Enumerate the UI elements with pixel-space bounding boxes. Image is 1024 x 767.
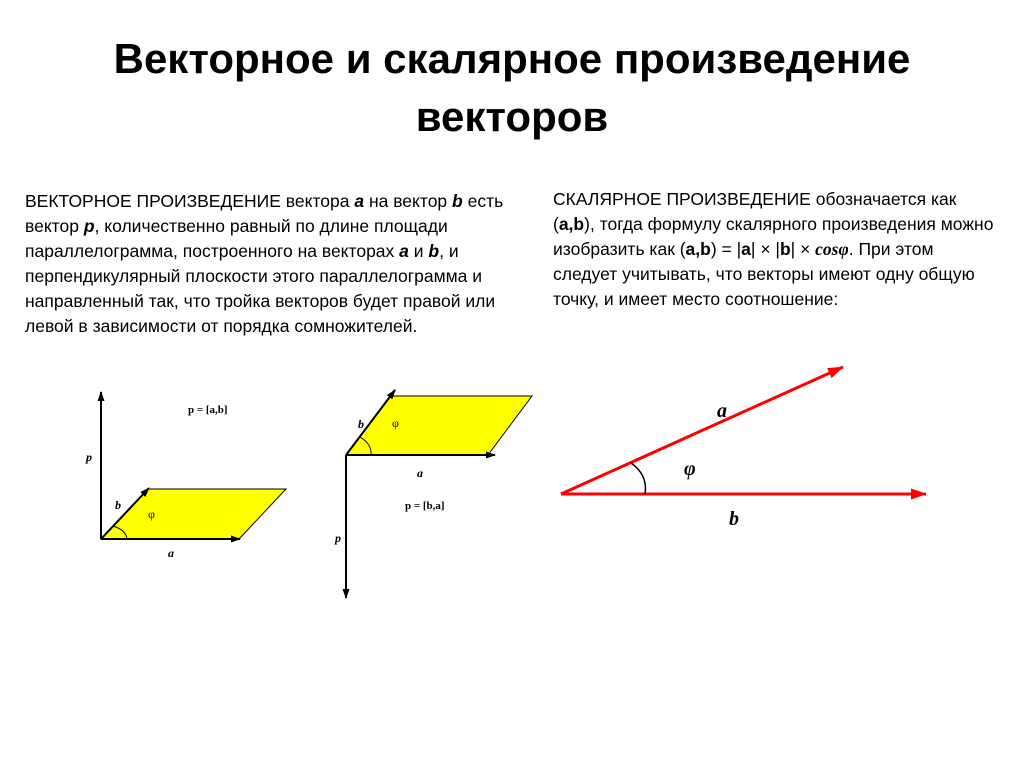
dot-product-diagram [561,367,926,530]
dot-product-definition: СКАЛЯРНОЕ ПРОИЗВЕДЕНИЕ обозначается как (a,b), тогда формулу скалярного произведения можно изобразить как (a,b) = |a| × |b| × cosφ. При этом следует учитывать, что векторы имеют одну общую точку, и имеет место соотношение: [553,189,994,309]
parallelogram-ba [346,396,532,455]
label-a: a [417,466,423,480]
formula-p-ab: p = [a,b] [188,404,228,416]
cross-product-diagram-ba [334,390,532,598]
vector-a-red [561,367,843,494]
dot-product-term: СКАЛЯРНОЕ ПРОИЗВЕДЕНИЕ [553,189,811,209]
label-p: p [86,450,92,464]
angle-arc [631,463,645,494]
label-b: b [115,498,121,512]
label-phi: φ [392,416,399,430]
cross-product-diagram-ab [85,392,286,560]
cross-product-definition: ВЕКТОРНОЕ ПРОИЗВЕДЕНИЕ вектора a на вектор b есть вектор p, количественно равный по длине площади параллелограмма, построенного на векторах a и b, и перпендикулярный плоскости этого параллелограмма и направленный так, что тройка векторов будет правой или левой в зависимости от порядка сомножителей. [25,191,504,336]
parallelogram-ab [101,489,286,539]
title-line-1: Векторное и скалярное произведение [113,35,911,82]
title-line-2: векторов [415,93,609,140]
label-phi: φ [148,507,155,521]
cross-product-term: ВЕКТОРНОЕ ПРОИЗВЕДЕНИЕ [25,191,281,211]
formula-p-ba: p = [b,a] [405,500,445,512]
label-phi: φ [684,458,696,480]
label-p: p [335,531,341,545]
label-b: b [729,508,739,530]
label-a: a [168,546,174,560]
label-a: a [717,400,727,422]
label-b: b [358,417,364,431]
